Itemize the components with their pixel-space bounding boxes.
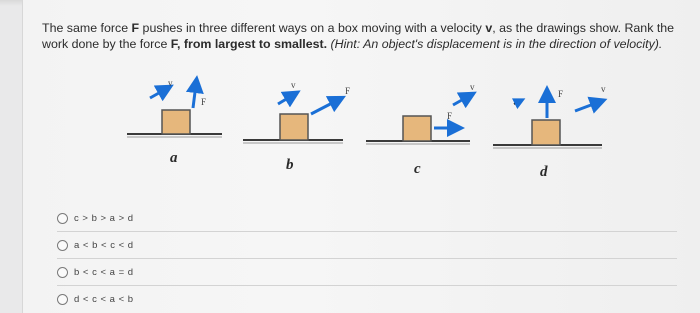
radio-button[interactable] <box>57 294 68 305</box>
diagram-d <box>493 84 606 180</box>
box-b <box>280 114 308 140</box>
force-arrow-a <box>193 84 196 108</box>
diagram-label-b: b <box>286 157 294 173</box>
option-4[interactable] <box>57 286 677 312</box>
radio-button[interactable] <box>57 267 68 278</box>
velocity-arrow-d <box>575 102 599 111</box>
diagram-label-a: a <box>170 150 178 166</box>
diagram-c <box>366 82 475 177</box>
diagram-a <box>127 78 222 166</box>
small-pointer-d <box>514 101 520 104</box>
option-2[interactable] <box>57 232 677 259</box>
force-label-b: F <box>345 86 351 96</box>
option-label: b < c < a = d <box>74 266 134 278</box>
force-label-c: F <box>447 111 453 121</box>
option-label: d < c < a < b <box>74 293 134 305</box>
velocity-arrow-c <box>453 96 469 105</box>
diagram-b <box>243 80 350 173</box>
answer-options <box>57 205 677 312</box>
diagram-label-d: d <box>540 164 548 180</box>
option-label: a < b < c < d <box>74 239 134 251</box>
force-label-a: F <box>201 97 207 107</box>
velocity-label-a: v <box>168 78 173 88</box>
velocity-arrow-a <box>150 89 166 98</box>
question-text: The same force F pushes in three different ways on a box moving with a velocity v, as the drawings show. Rank the work done by the force F, from largest to smallest. (Hint: An object's displacement is in the direction of velocity). <box>42 21 675 51</box>
option-label: c > b > a > d <box>74 212 134 224</box>
velocity-label-d: v <box>601 84 606 94</box>
velocity-label-b: v <box>291 80 296 90</box>
box-c <box>403 116 431 141</box>
box-a <box>162 110 190 134</box>
option-3[interactable] <box>57 259 677 286</box>
option-1[interactable] <box>57 205 677 232</box>
radio-button[interactable] <box>57 240 68 251</box>
force-label-d: F <box>558 89 564 99</box>
velocity-arrow-b <box>278 95 293 104</box>
force-arrow-b <box>311 100 338 114</box>
radio-button[interactable] <box>57 213 68 224</box>
velocity-label-c: v <box>470 82 475 92</box>
diagram-label-c: c <box>414 161 421 177</box>
box-d <box>532 120 560 145</box>
